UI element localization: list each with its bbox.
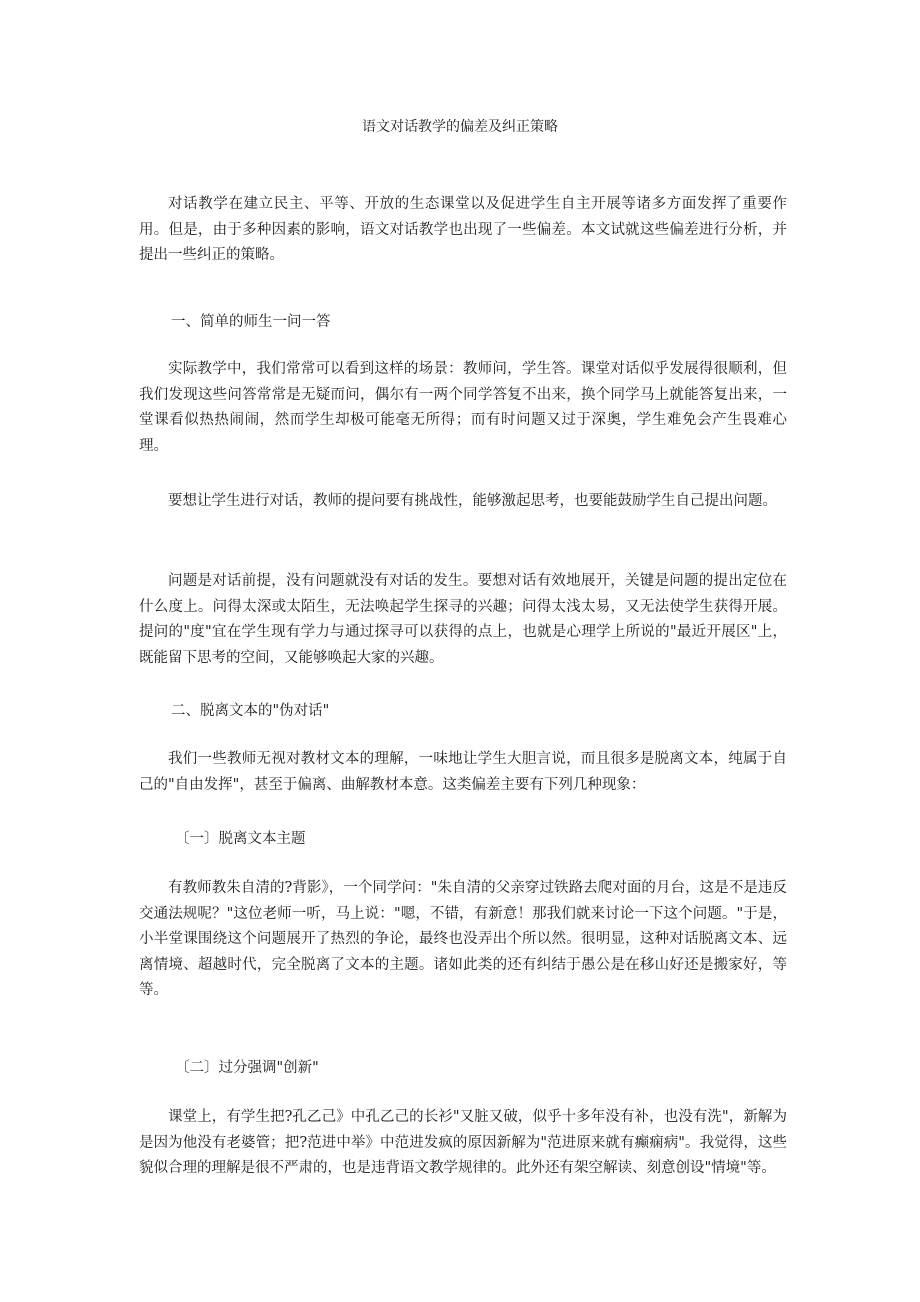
document-title: 语文对话教学的偏差及纠正策略: [362, 119, 558, 135]
intro-paragraph: 对话教学在建立民主、平等、开放的生态课堂以及促进学生自主开展等诸多方面发挥了重要作用。但是，由于多种因素的影响，语文对话教学也出现了一些偏差。本文试就这些偏差进行分析，并提出一些纠正的策略。: [139, 196, 787, 263]
section-1-paragraph-3: 问题是对话前提，没有问题就没有对话的发生。要想对话有效地展开，关键是问题的提出定位在什么度上。问得太深或太陌生，无法唤起学生探寻的兴趣；问得太浅太易，又无法使学生获得开展。提问的"度"宜在学生现有学力与通过探寻可以获得的点上，也就是心理学上所说的"最近开展区"上，既能留下思考的空间，又能够唤起大家的兴趣。: [139, 573, 787, 666]
subsection-2-paragraph: 课堂上，有学生把?孔乙己》中孔乙己的长衫"又脏又破，似乎十多年没有补，也没有洗"，新解为是因为他没有老婆管；把?范进中举》中范进发疯的原因新解为"范进原来就有癫痫病"。我觉得，这些貌似合理的理解是很不严肃的，也是违背语文教学规律的。此外还有架空解读、刻意创设"情境"等。: [139, 1109, 787, 1176]
subsection-1-heading: 〔一〕脱离文本主题: [175, 831, 306, 847]
subsection-1-paragraph: 有教师教朱自清的?背影》，一个同学问："朱自清的父亲穿过铁路去爬对面的月台，这是不是违反交通法规呢？"这位老师一听，马上说："嗯，不错，有新意！那我们就来讨论一下这个问题。"于是，小半堂课围绕这个问题展开了热烈的争论，最终也没弄出个所以然。很明显，这种对话脱离文本、远离情境、超越时代，完全脱离了文本的主题。诸如此类的还有纠结于愚公是在移山好还是搬家好，等等。: [139, 880, 787, 998]
section-1-paragraph-1: 实际教学中，我们常常可以看到这样的场景：教师问，学生答。课堂对话似乎发展得很顺利，但我们发现这些问答常常是无疑而问，偶尔有一两个同学答复不出来，换个同学马上就能答复出来，一堂课看似热热闹闹，然而学生却极可能毫无所得；而有时问题又过于深奥，学生难免会产生畏难心理。: [139, 361, 787, 454]
section-2-heading: 二、脱离文本的"伪对话": [171, 703, 330, 719]
section-2-intro-paragraph: 我们一些教师无视对教材文本的理解，一味地让学生大胆言说，而且很多是脱离文本，纯属于自己的"自由发挥"，甚至于偏离、曲解教材本意。这类偏差主要有下列几种现象：: [139, 751, 787, 793]
section-1-paragraph-2: 要想让学生进行对话，教师的提问要有挑战性，能够激起思考，也要能鼓励学生自己提出问题。: [168, 493, 777, 509]
section-1-heading: 一、简单的师生一问一答: [171, 314, 331, 330]
subsection-2-heading: 〔二〕过分强调"创新": [175, 1060, 319, 1076]
